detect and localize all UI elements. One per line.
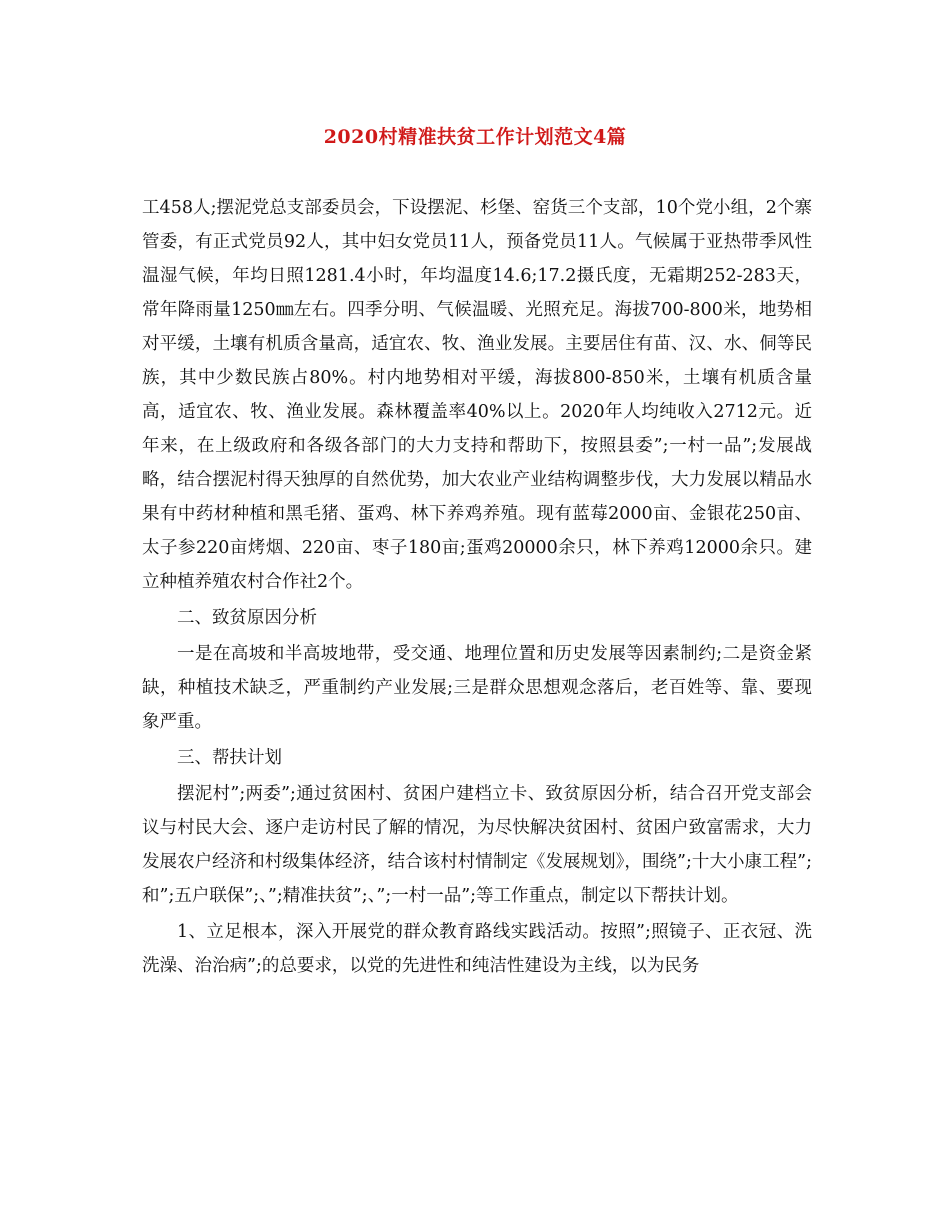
heading-assistance-plan: 三、帮扶计划: [177, 748, 282, 768]
document-body: [142, 191, 812, 985]
paragraph-village-overview: 工458人;摆泥党总支部委员会，下设摆泥、杉堡、窑货三个支部，10个党小组，2个寨管委，有正式党员92人，其中妇女党员11人，预备党员11人。气候属于亚热带季风性温湿气候，年均日照1281.4小时，年均温度14.6;17.2摄氏度，无霜期252-283天，常年降雨量1250㎜左右。四季分明、气候温暖、光照充足。海拔700-800米，地势相对平缓，土壤有机质含量高，适宜农、牧、渔业发展。主要居住有苗、汉、水、侗等民族，其中少数民族占80%。村内地势相对平缓，海拔800-850米，土壤有机质含量高，适宜农、牧、渔业发展。森林覆盖率40%以上。2020年人均纯收入2712元。近年来，在上级政府和各级各部门的大力支持和帮助下，按照县委”;一村一品”;发展战略，结合摆泥村得天独厚的自然优势，加大农业产业结构调整步伐，大力发展以精品水果有中药材种植和黑毛猪、蛋鸡、林下养鸡养殖。现有蓝莓2000亩、金银花250亩、太子参220亩烤烟、220亩、枣子180亩;蛋鸡20000余只，林下养鸡12000余只。建立种植养殖农村合作社2个。: [142, 198, 812, 592]
document-title: 2020村精准扶贫工作计划范文4篇: [323, 126, 627, 148]
paragraph-plan-item-1: 1、立足根本，深入开展党的群众教育路线实践活动。按照”;照镜子、正衣冠、洗洗澡、治治病”;的总要求，以党的先进性和纯洁性建设为主线，以为民务: [142, 922, 812, 976]
heading-poverty-cause-analysis: 二、致贫原因分析: [177, 608, 317, 628]
paragraph-assistance-plan: 摆泥村”;两委”;通过贫困村、贫困户建档立卡、致贫原因分析，结合召开党支部会议与村民大会、逐户走访村民了解的情况，为尽快解决贫困村、贫困户致富需求，大力发展农户经济和村级集体经济，结合该村村情制定《发展规划》，围绕”;十大小康工程”;和”;五户联保”;、”;精准扶贫”;、”;一村一品”;等工作重点，制定以下帮扶计划。: [142, 784, 812, 906]
paragraph-poverty-causes: 一是在高坡和半高坡地带，受交通、地理位置和历史发展等因素制约;二是资金紧缺，种植技术缺乏，严重制约产业发展;三是群众思想观念落后，老百姓等、靠、要现象严重。: [142, 644, 812, 732]
